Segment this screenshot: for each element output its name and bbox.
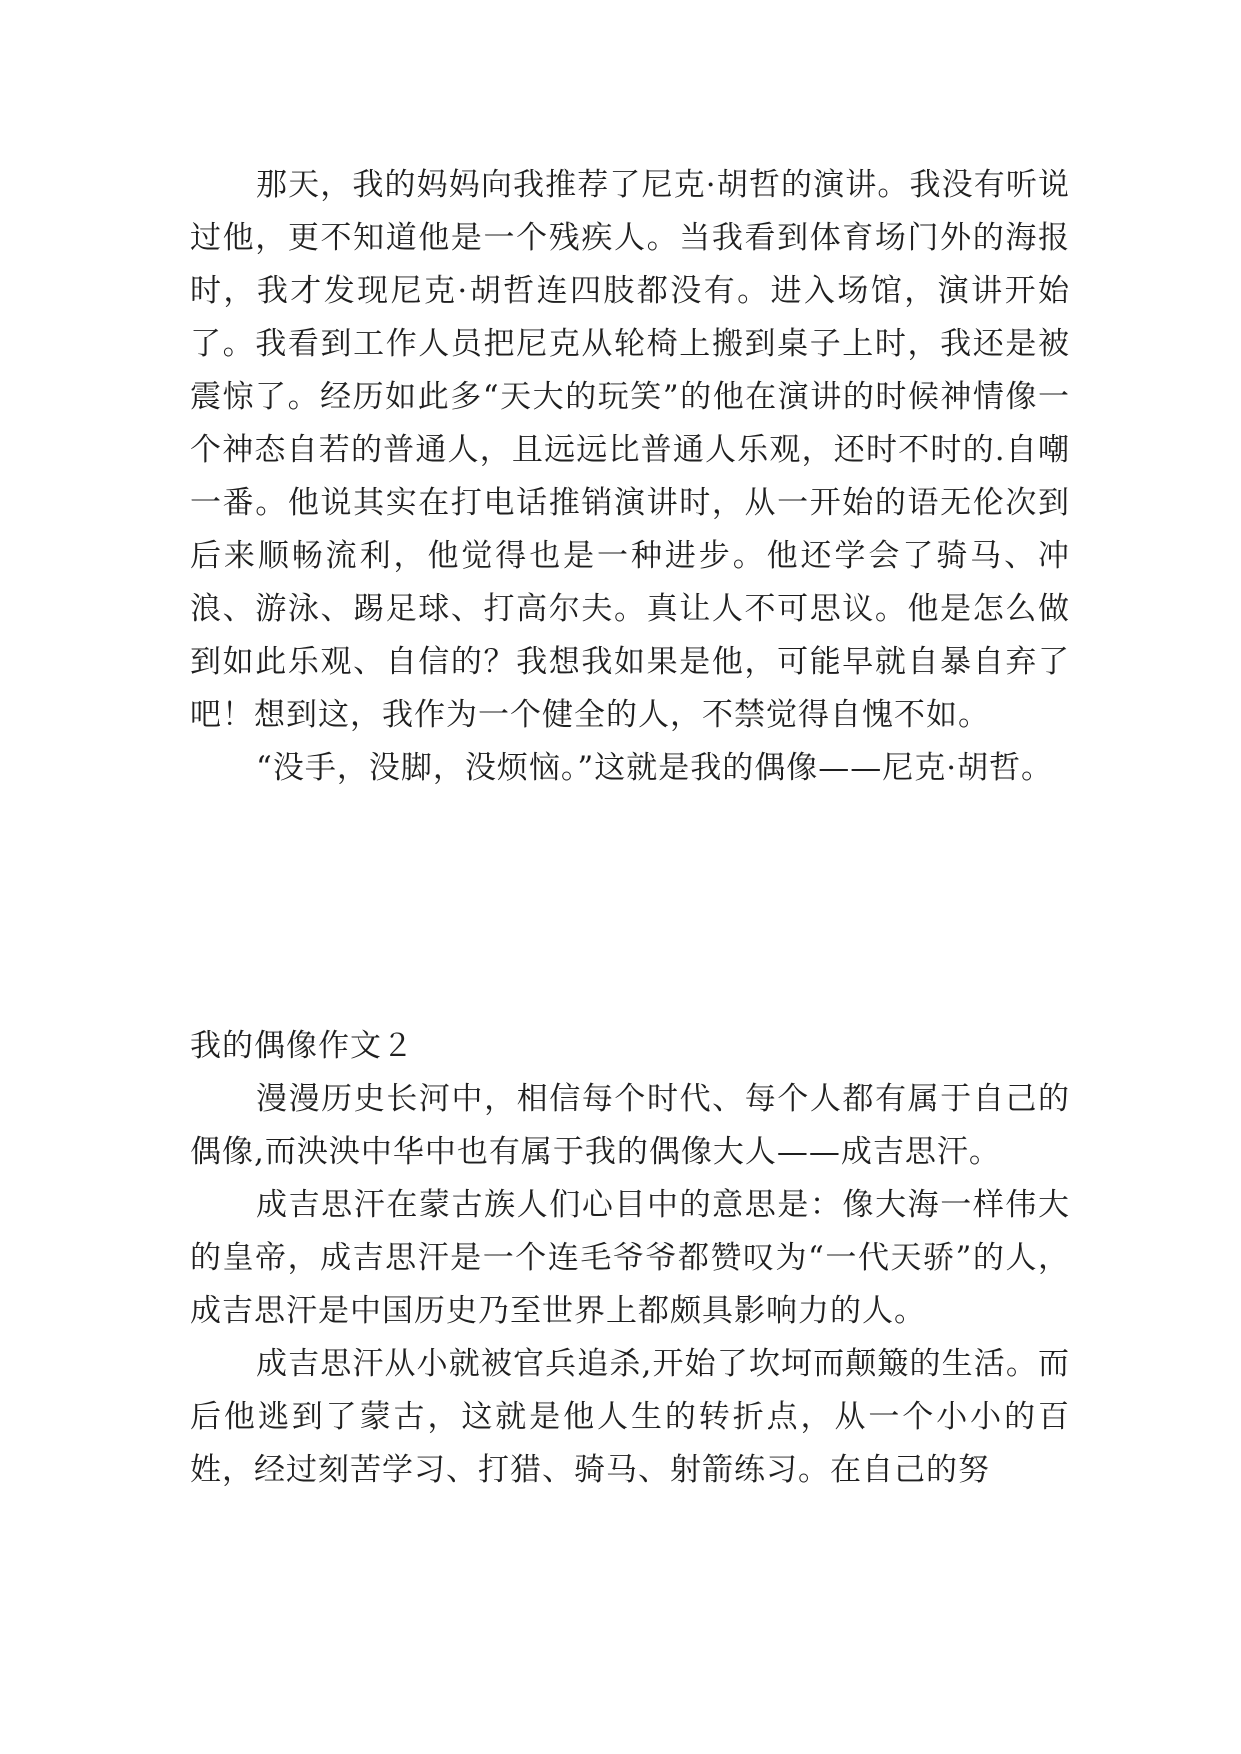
paragraph-nick-speech: 那天，我的妈妈向我推荐了尼克·胡哲的演讲。我没有听说过他，更不知道他是一个残疾人。当我看到体育场门外的海报时，我才发现尼克·胡哲连四肢都没有。进入场馆，演讲开始了。我看到工作人员把尼克从轮椅上搬到桌子上时，我还是被震惊了。经历如此多“天大的玩笑”的他在演讲的时候神情像一个神态自若的普通人，且远远比普通人乐观，还时不时的.自嘲一番。他说其实在打电话推销演讲时，从一开始的语无伦次到后来顺畅流利，他觉得也是一种进步。他还学会了骑马、冲浪、游泳、踢足球、打高尔夫。真让人不可思议。他是怎么做到如此乐观、自信的？我想我如果是他，可能早就自暴自弃了吧！想到这，我作为一个健全的人，不禁觉得自愧不如。 xyxy=(190,167,1070,733)
essay-body-bottom xyxy=(190,1020,1070,1497)
paragraph-intro: 漫漫历史长河中，相信每个时代、每个人都有属于自己的偶像,而泱泱中华中也有属于我的偶像大人——成吉思汗。 xyxy=(190,1081,1070,1170)
paragraph-early-life: 成吉思汗从小就被官兵追杀,开始了坎坷而颠簸的生活。而后他逃到了蒙古，这就是他人生的转折点，从一个小小的百姓，经过刻苦学习、打猎、骑马、射箭练习。在自己的努 xyxy=(190,1346,1070,1488)
section-title: 我的偶像作文２ xyxy=(190,1028,414,1064)
paragraph-nick-quote: “没手，没脚，没烦恼。”这就是我的偶像——尼克·胡哲。 xyxy=(256,750,1054,786)
essay-body-top xyxy=(190,159,1070,795)
paragraph-meaning: 成吉思汗在蒙古族人们心目中的意思是：像大海一样伟大的皇帝，成吉思汗是一个连毛爷爷都赞叹为“一代天骄”的人，成吉思汗是中国历史乃至世界上都颇具影响力的人。 xyxy=(190,1187,1070,1329)
